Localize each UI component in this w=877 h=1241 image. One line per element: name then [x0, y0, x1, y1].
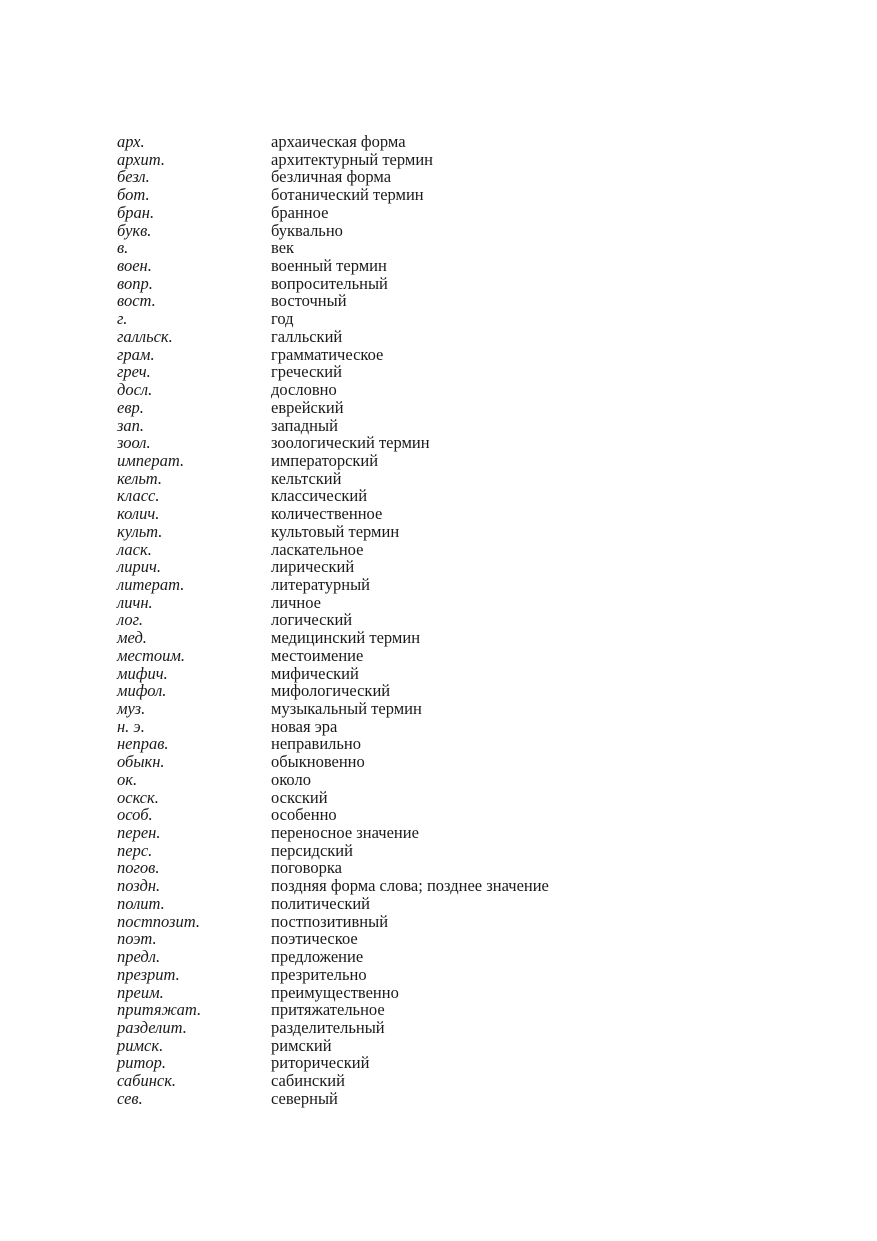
abbreviation-entry: [117, 487, 817, 505]
abbreviation: неправ.: [117, 734, 169, 754]
abbreviation-meaning: местоимение: [271, 645, 364, 665]
abbreviation: притяжат.: [117, 1000, 202, 1020]
abbreviation-entry: [117, 541, 817, 559]
abbreviation-entry: [117, 629, 817, 647]
abbreviation: архит.: [117, 149, 165, 169]
abbreviation-entry: [117, 363, 817, 381]
abbreviation-meaning: ботанический термин: [271, 185, 424, 205]
abbreviation: мед.: [117, 628, 147, 648]
abbreviation-entry: [117, 239, 817, 257]
abbreviation-meaning: оскский: [271, 787, 328, 807]
abbreviation-meaning: поговорка: [271, 858, 342, 878]
abbreviation-entry: [117, 576, 817, 594]
abbreviation-meaning: римский: [271, 1035, 332, 1055]
abbreviation-entry: [117, 168, 817, 186]
abbreviation: особ.: [117, 805, 153, 825]
abbreviation: букв.: [117, 220, 152, 240]
abbreviation-meaning: ласкательное: [271, 539, 364, 559]
abbreviation-entry: [117, 913, 817, 931]
abbreviation-entry: [117, 1090, 817, 1108]
abbreviation: г.: [117, 309, 128, 329]
abbreviation: евр.: [117, 397, 144, 417]
abbreviation: арх.: [117, 132, 145, 151]
abbreviation: безл.: [117, 167, 150, 187]
abbreviation-meaning: поэтическое: [271, 929, 358, 949]
abbreviation: перс.: [117, 840, 153, 860]
abbreviation: литерат.: [117, 574, 185, 594]
abbreviation-meaning: западный: [271, 415, 338, 435]
abbreviation-entry: [117, 682, 817, 700]
abbreviation-meaning: год: [271, 309, 294, 329]
abbreviation: мифич.: [117, 663, 168, 683]
abbreviation: в.: [117, 238, 129, 258]
abbreviation-meaning: еврейский: [271, 397, 344, 417]
abbreviation-meaning: поздняя форма слова; позднее значение: [271, 876, 549, 896]
abbreviation-meaning: кельтский: [271, 468, 342, 488]
abbreviation: ритор.: [117, 1053, 167, 1073]
abbreviation-meaning: буквально: [271, 220, 343, 240]
abbreviation-entry: [117, 417, 817, 435]
abbreviation-entry: [117, 700, 817, 718]
abbreviation-entry: [117, 434, 817, 452]
abbreviation-entry: [117, 735, 817, 753]
abbreviation-meaning: сабинский: [271, 1071, 345, 1091]
abbreviation-entry: [117, 1037, 817, 1055]
abbreviation-meaning: разделительный: [271, 1017, 385, 1037]
abbreviation: римск.: [117, 1035, 164, 1055]
abbreviation-meaning: медицинский термин: [271, 628, 421, 648]
abbreviation-meaning: северный: [271, 1088, 338, 1108]
abbreviation-meaning: логический: [271, 610, 353, 630]
abbreviation: колич.: [117, 504, 160, 524]
abbreviation-entry: [117, 310, 817, 328]
abbreviation: культ.: [117, 521, 163, 541]
abbreviation-entry: [117, 204, 817, 222]
abbreviation: местоим.: [117, 645, 186, 665]
abbreviation: зоол.: [117, 433, 151, 453]
abbreviation-meaning: постпозитивный: [271, 911, 389, 931]
abbreviation-meaning: греческий: [271, 362, 342, 382]
abbreviation-entry: [117, 1019, 817, 1037]
abbreviation: ок.: [117, 769, 138, 789]
abbreviation-entry: [117, 470, 817, 488]
abbreviation-entry: [117, 558, 817, 576]
abbreviation: муз.: [117, 699, 146, 718]
abbreviation-entry: [117, 1072, 817, 1090]
abbreviation-entry: [117, 222, 817, 240]
abbreviation: сев.: [117, 1088, 143, 1108]
abbreviation: разделит.: [117, 1017, 187, 1037]
abbreviation-entry: [117, 257, 817, 275]
abbreviation-meaning: преимущественно: [271, 982, 399, 1002]
abbreviation-meaning: персидский: [271, 840, 353, 860]
abbreviation: воен.: [117, 256, 152, 276]
abbreviation-meaning: классический: [271, 486, 368, 506]
abbreviation-entry: [117, 292, 817, 310]
abbreviation-entry: [117, 1001, 817, 1019]
abbreviation-entry: [117, 877, 817, 895]
abbreviation-meaning: личное: [271, 592, 321, 612]
abbreviation-entry: [117, 718, 817, 736]
abbreviation-meaning: особенно: [271, 805, 337, 825]
abbreviation-meaning: бранное: [271, 202, 329, 222]
abbreviation-entry: [117, 594, 817, 612]
abbreviation: постпозит.: [117, 911, 200, 931]
abbreviation-meaning: зоологический термин: [271, 433, 430, 453]
abbreviation: вопр.: [117, 273, 153, 293]
abbreviation-meaning: новая эра: [271, 716, 338, 736]
abbreviation-meaning: неправильно: [271, 734, 362, 754]
abbreviation: лирич.: [117, 557, 161, 577]
abbreviation-meaning: восточный: [271, 291, 347, 311]
abbreviation-entry: [117, 859, 817, 877]
abbreviation-meaning: дословно: [271, 380, 337, 400]
abbreviation-entry: [117, 381, 817, 399]
abbreviation: полит.: [117, 893, 165, 913]
abbreviation-meaning: век: [271, 238, 295, 258]
abbreviation-meaning: притяжательное: [271, 1000, 385, 1020]
abbreviation-meaning: обыкновенно: [271, 752, 365, 772]
abbreviation: поздн.: [117, 876, 161, 896]
abbreviation: зап.: [117, 415, 145, 435]
abbreviation: личн.: [117, 592, 153, 612]
abbreviation: лог.: [117, 610, 143, 630]
abbreviation-meaning: предложение: [271, 947, 364, 967]
abbreviation-entry: [117, 452, 817, 470]
abbreviation-entry: [117, 842, 817, 860]
abbreviation-entry: [117, 505, 817, 523]
abbreviation: погов.: [117, 858, 160, 878]
abbreviation: бран.: [117, 202, 155, 222]
abbreviation-entry: [117, 328, 817, 346]
abbreviation-meaning: лирический: [271, 557, 355, 577]
abbreviation-meaning: мифический: [271, 663, 359, 683]
abbreviation-meaning: галльский: [271, 326, 343, 346]
abbreviation-meaning: презрительно: [271, 964, 367, 984]
abbreviation-meaning: около: [271, 769, 311, 789]
abbreviation-entry: [117, 895, 817, 913]
abbreviation-entry: [117, 824, 817, 842]
abbreviation-entry: [117, 151, 817, 169]
abbreviation: обыкн.: [117, 752, 165, 772]
abbreviation-meaning: безличная форма: [271, 167, 392, 187]
abbreviation: вост.: [117, 291, 156, 311]
abbreviation-entry: [117, 806, 817, 824]
abbreviation: императ.: [117, 450, 185, 470]
abbreviation-meaning: политический: [271, 893, 370, 913]
abbreviation: оскск.: [117, 787, 159, 807]
abbreviation-entry: [117, 611, 817, 629]
abbreviation: кельт.: [117, 468, 162, 488]
abbreviation-entry: [117, 984, 817, 1002]
abbreviation-meaning: переносное значение: [271, 823, 419, 843]
abbreviation-entry: [117, 789, 817, 807]
abbreviation-meaning: мифологический: [271, 681, 391, 701]
abbreviation-meaning: грамматическое: [271, 344, 384, 364]
abbreviation-entry: [117, 771, 817, 789]
abbreviation-entry: [117, 753, 817, 771]
abbreviation-entry: [117, 1054, 817, 1072]
abbreviation-entry: [117, 523, 817, 541]
abbreviation: класс.: [117, 486, 160, 506]
abbreviation: бот.: [117, 185, 150, 205]
abbreviation-entry: [117, 186, 817, 204]
abbreviation: грам.: [117, 344, 155, 364]
abbreviation: предл.: [117, 947, 161, 967]
abbreviation-meaning: архаическая форма: [271, 132, 406, 151]
abbreviation-list: [117, 133, 817, 1108]
abbreviation-meaning: риторический: [271, 1053, 370, 1073]
abbreviation: преим.: [117, 982, 164, 1002]
abbreviation-entry: [117, 399, 817, 417]
abbreviation-entry: [117, 665, 817, 683]
abbreviation: поэт.: [117, 929, 157, 949]
abbreviation-entry: [117, 275, 817, 293]
abbreviation: сабинск.: [117, 1071, 177, 1091]
abbreviation-meaning: архитектурный термин: [271, 149, 433, 169]
abbreviation-entry: [117, 930, 817, 948]
abbreviation: н. э.: [117, 716, 145, 736]
abbreviation-entry: [117, 647, 817, 665]
abbreviation: галльск.: [117, 326, 173, 346]
abbreviation-meaning: военный термин: [271, 256, 387, 276]
abbreviation: презрит.: [117, 964, 180, 984]
abbreviation-meaning: количественное: [271, 504, 383, 524]
abbreviation-entry: [117, 346, 817, 364]
abbreviation: мифол.: [117, 681, 167, 701]
abbreviation: перен.: [117, 823, 161, 843]
abbreviation-entry: [117, 966, 817, 984]
abbreviation-meaning: культовый термин: [271, 521, 400, 541]
abbreviation-entry: [117, 133, 817, 151]
abbreviation-meaning: императорский: [271, 450, 379, 470]
abbreviation: досл.: [117, 380, 153, 400]
abbreviation-meaning: вопросительный: [271, 273, 388, 293]
abbreviation: ласк.: [117, 539, 152, 559]
abbreviation-meaning: музыкальный термин: [271, 699, 422, 718]
abbreviation: греч.: [117, 362, 151, 382]
abbreviation-entry: [117, 948, 817, 966]
abbreviation-meaning: литературный: [271, 574, 370, 594]
